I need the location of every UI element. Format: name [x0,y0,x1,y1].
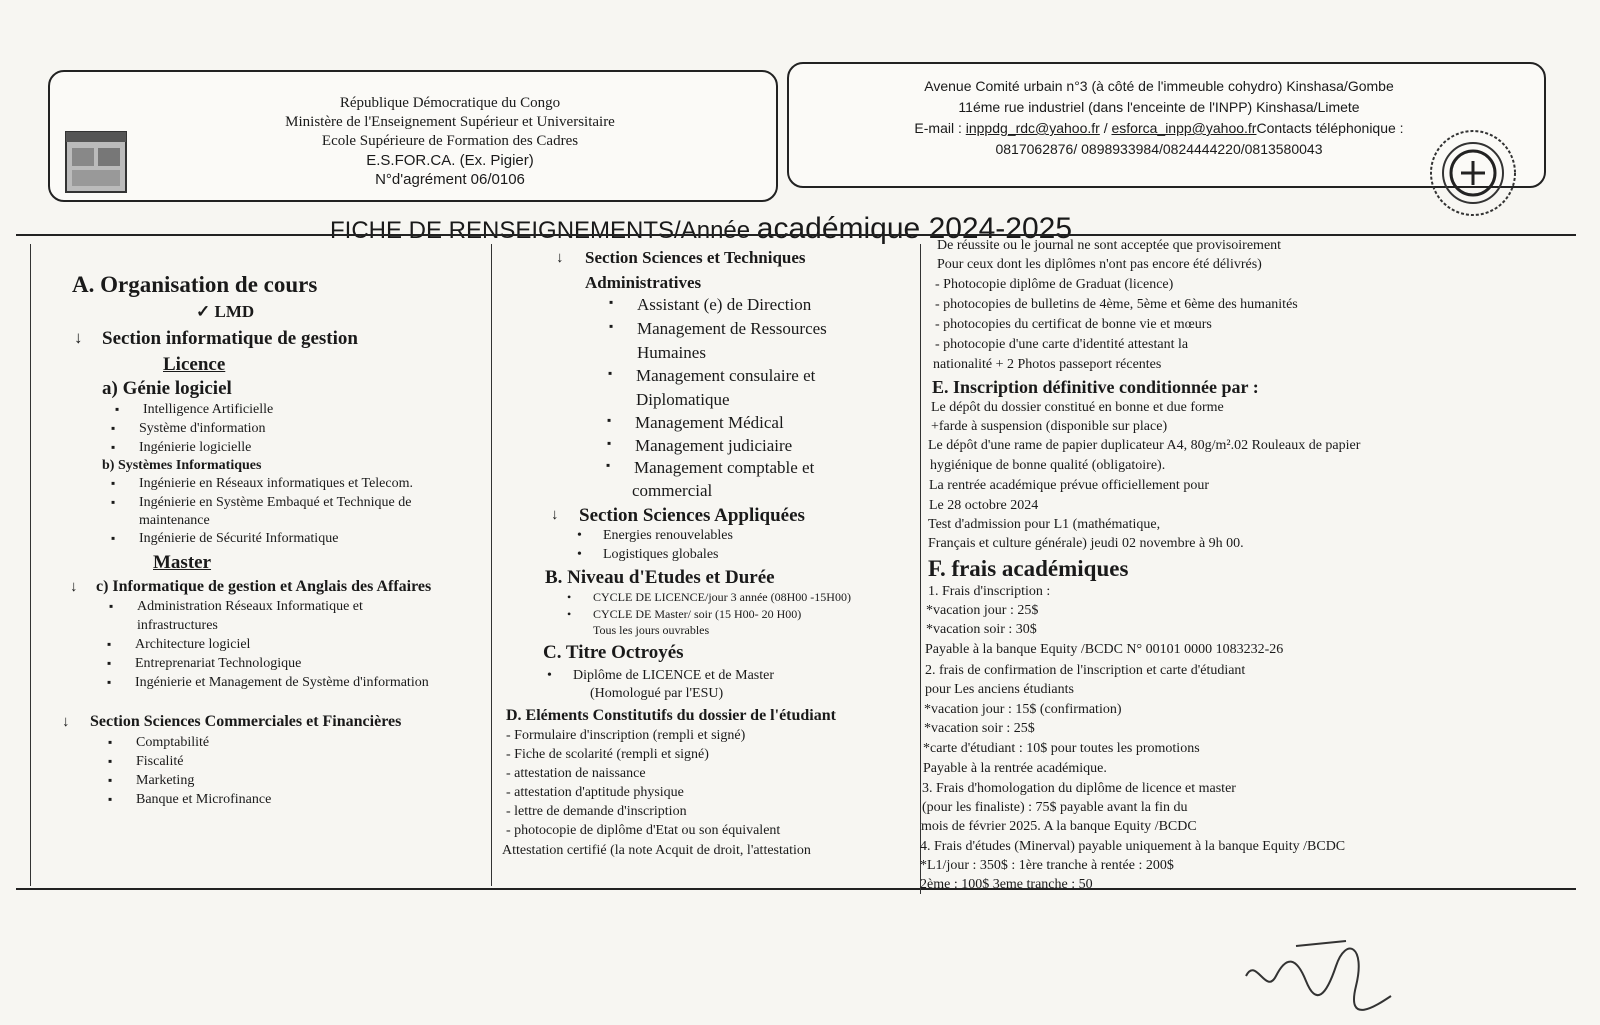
list-item: • Diplôme de LICENCE et de Master [573,668,774,684]
title-main: FICHE DE RENSEIGNEMENTS/Année [330,217,757,244]
fee-line: 4. Frais d'études (Minerval) payable uniquement à la banque Equity /BCDC [920,839,1346,854]
fee-line: *vacation soir : 25$ [924,721,1035,736]
list-item: ▪ Marketing [136,773,194,789]
b-note: Tous les jours ouvrables [593,623,710,637]
doc-line: - photocopie d'une carte d'identité attestant la [935,337,1189,352]
section-e-title: E. Inscription définitive conditionnée par : [932,377,1259,397]
address-block [849,76,1469,160]
doc-line: - photocopies de bulletins de 4ème, 5ème et 6ème des humanités [935,297,1298,312]
lmd-label: ✓ LMD [196,302,255,321]
fee-line: 2. frais de confirmation de l'inscription et carte d'étudiant [925,663,1246,678]
list-item: - lettre de demande d'inscription [506,804,687,819]
section-c-title: C. Titre Octroyés [543,642,684,663]
ministry-line: Ministère de l'Enseignement Supérieur et Universitaire [285,114,615,130]
school-logo-icon [62,128,130,196]
list-item: ▪ Management comptable et [634,458,814,478]
list-item-cont: Humaines [637,343,706,362]
doc-line: - photocopies du certificat de bonne vie et mœurs [935,317,1212,332]
section-techniques-2: Administratives [585,273,702,292]
section-informatique: Section informatique de gestion [102,328,358,349]
list-item: ▪ Ingénierie en Réseaux informatiques et Telecom. [139,476,413,492]
list-item: ▪ Ingénierie logicielle [139,440,251,456]
phone-numbers: 0817062876/ 0898933984/0824444220/0813580043 [995,141,1323,157]
school-acronym: E.S.FOR.CA. (Ex. Pigier) [366,152,534,169]
list-item: - attestation d'aptitude physique [506,785,684,800]
systemes-heading: b) Systèmes Informatiques [102,458,262,473]
fee-line: *vacation soir : 30$ [926,622,1037,637]
doc-line: +farde à suspension (disponible sur place) [931,419,1168,434]
fee-line: 3. Frais d'homologation du diplôme de licence et master [922,781,1236,796]
fee-line: pour Les anciens étudiants [925,682,1074,697]
fee-line: *vacation jour : 15$ (confirmation) [924,702,1122,717]
inpp-seal-icon [1428,128,1518,218]
republic-line: République Démocratique du Congo [339,95,561,111]
list-item: Attestation certifié (la note Acquit de droit, l'attestation [502,843,811,858]
title-year: académique 2024-2025 [756,212,1073,245]
list-item-cont: infrastructures [137,618,218,633]
section-commerciales: Section Sciences Commerciales et Financières [90,713,402,730]
list-item: ▪ Intelligence Artificielle [143,402,273,418]
email-link-2[interactable]: esforca_inpp@yahoo.fr [1111,120,1257,136]
doc-line: Le dépôt du dossier constitué en bonne et due forme [931,400,1224,415]
list-item: ▪ Administration Réseaux Informatique et [137,599,363,615]
arrow-icon: ↓ [70,579,78,595]
list-item: ▪ Ingénierie en Système Embaqué et Technique de [139,495,411,511]
email-link-1[interactable]: inppdg_rdc@yahoo.fr [965,120,1100,136]
fee-line: Payable à la banque Equity /BCDC N° 00101 0000 1083232-26 [925,642,1284,657]
list-item-cont: commercial [632,481,713,500]
section-appliquees: Section Sciences Appliquées [579,505,805,526]
section-b-title: B. Niveau d'Etudes et Durée [545,567,775,588]
list-item: - Fiche de scolarité (rempli et signé) [506,747,709,762]
genie-logiciel-heading: a) Génie logiciel [102,378,232,399]
fee-line: Payable à la rentrée académique. [923,761,1107,776]
doc-line: Pour ceux dont les diplômes n'ont pas encore été délivrés) [937,257,1262,272]
left-border [30,244,31,886]
list-item: ▪ Management Médical [635,413,784,433]
doc-line: Français et culture générale) jeudi 02 novembre à 9h 00. [928,536,1244,551]
section-techniques-1: Section Sciences et Techniques [585,248,806,267]
school-line: Ecole Supérieure de Formation des Cadres [321,133,579,149]
fee-line: mois de février 2025. A la banque Equity /BCDC [921,819,1197,834]
arrow-icon: ↓ [74,328,83,347]
doc-line: Le dépôt d'une rame de papier duplicateur A4, 80g/m².02 Rouleaux de papier [928,438,1361,453]
column-divider-2 [920,244,921,894]
list-item: ▪ Management de Ressources [637,319,827,339]
fee-line: 1. Frais d'inscription : [928,584,1051,599]
list-item-cont: maintenance [139,513,210,528]
arrow-icon: ↓ [556,250,564,266]
list-item: ▪ Banque et Microfinance [136,792,271,808]
doc-line: Le 28 octobre 2024 [929,498,1039,513]
contacts-label: Contacts téléphonique : [1256,120,1404,136]
section-d-title: D. Eléments Constitutifs du dossier de l'étudiant [506,707,836,724]
list-item: ▪ Architecture logiciel [135,637,250,653]
list-item: - Formulaire d'inscription (rempli et signé) [506,728,746,743]
list-item: ▪ Ingénierie et Management de Système d'information [135,675,429,691]
agrement-number: N°d'agrément 06/0106 [375,171,525,188]
institution-block [200,94,700,189]
header-left-box [48,70,778,202]
contact-line [849,118,1469,139]
list-item: ▪ Système d'information [139,421,266,437]
info-gestion-heading: c) Informatique de gestion et Anglais des Affaires [96,578,432,595]
fee-line: *vacation jour : 25$ [926,603,1039,618]
email-label: E-mail : [914,120,966,136]
section-a-title: A. Organisation de cours [72,272,318,297]
list-item: ▪ Comptabilité [136,735,209,751]
doc-line: La rentrée académique prévue officiellement pour [929,478,1209,493]
column-divider-1 [491,244,492,886]
list-item-cont: Diplomatique [636,390,730,409]
doc-line: nationalité + 2 Photos passeport récentes [933,357,1162,372]
list-item: ▪ Assistant (e) de Direction [637,295,811,315]
address-gombe: Avenue Comité urbain n°3 (à côté de l'immeuble cohydro) Kinshasa/Gombe [924,78,1394,94]
doc-line: Test d'admission pour L1 (mathématique, [928,517,1161,532]
doc-line: De réussite ou le journal ne sont acceptée que provisoirement [937,238,1282,253]
signature-icon [1236,936,1396,1016]
list-item: • CYCLE DE LICENCE/jour 3 année (08H00 -15H00) [593,590,851,605]
list-item: • CYCLE DE Master/ soir (15 H00- 20 H00) [593,607,801,622]
list-item: ▪ Entreprenariat Technologique [135,656,301,672]
doc-line: hygiénique de bonne qualité (obligatoire). [930,458,1166,473]
address-limete: 11éme rue industriel (dans l'enceinte de l'INPP) Kinshasa/Limete [958,99,1360,115]
arrow-icon: ↓ [551,507,559,523]
fee-line: *L1/jour : 350$ : 1ère tranche à rentée : 200$ [920,858,1174,873]
list-item: ▪ Ingénierie de Sécurité Informatique [139,531,338,547]
list-item: • Energies renouvelables [603,528,733,544]
doc-line: - Photocopie diplôme de Graduat (licence) [935,277,1174,292]
list-item: ▪ Management consulaire et [636,366,815,386]
fee-line: 2ème : 100$ 3eme tranche : 50 [920,877,1093,892]
list-item: ▪ Management judiciaire [635,436,792,456]
list-item: ▪ Fiscalité [136,754,183,770]
licence-heading: Licence [163,354,226,375]
fee-line: (pour les finaliste) : 75$ payable avant la fin du [922,800,1188,815]
list-item: • Logistiques globales [603,547,719,563]
master-heading: Master [153,552,212,573]
list-item: - photocopie de diplôme d'Etat ou son équivalent [506,823,781,838]
email-separator: / [1099,120,1112,136]
section-f-title: F. frais académiques [928,556,1129,581]
fee-line: *carte d'étudiant : 10$ pour toutes les promotions [923,741,1200,756]
list-item-cont: (Homologué par l'ESU) [590,686,724,701]
list-item: - attestation de naissance [506,766,646,781]
arrow-icon: ↓ [62,714,70,730]
